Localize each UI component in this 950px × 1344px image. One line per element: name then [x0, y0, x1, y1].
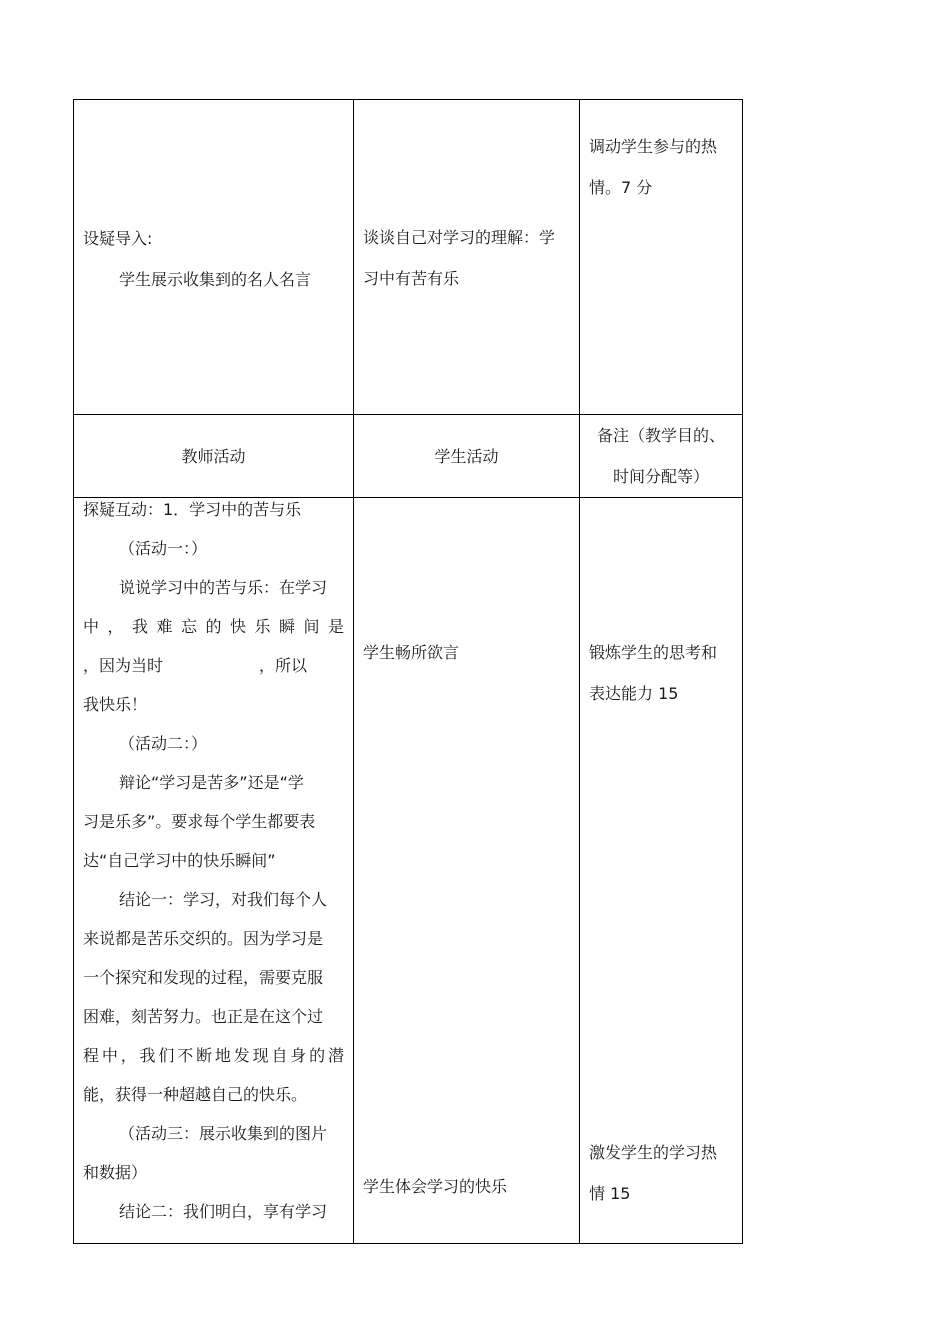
header-row [74, 415, 743, 498]
teacher-line: 一个探究和发现的过程，需要克服 [83, 968, 324, 987]
teacher-line: 辩论“学习是苦多”还是“学 [119, 773, 304, 792]
intro-student-text: 谈谈自己对学习的理解：学习中有苦有乐 [363, 228, 556, 288]
header-note-line2: 时间分配等） [612, 467, 709, 486]
teacher-line: 探疑互动：1．学习中的苦与乐 [83, 500, 302, 519]
teacher-line: （活动一：） [119, 539, 208, 558]
activity-note-cell [580, 498, 743, 1244]
activity-row [74, 498, 743, 1244]
intro-row [74, 100, 743, 415]
note-a-line2: 表达能力 15 [589, 684, 679, 703]
teacher-line: 和数据） [83, 1163, 148, 1182]
teacher-line: 我快乐！ [83, 695, 148, 714]
teacher-line: 程中，我们不断地发现自身的潜 [83, 1046, 344, 1065]
teacher-line: 达“自己学习中的快乐瞬间” [83, 851, 276, 870]
intro-teacher-title: 设疑导入: [83, 229, 153, 248]
note-b-line2: 情 15 [589, 1184, 631, 1203]
intro-teacher-cell [74, 100, 354, 415]
teacher-line: （活动三：展示收集到的图片 [119, 1124, 328, 1143]
header-student: 学生活动 [354, 415, 580, 498]
student-activity-a: 学生畅所欲言 [363, 643, 460, 662]
teacher-line: 中，我难忘的快乐瞬间是 [83, 617, 344, 636]
note-b [589, 1132, 733, 1214]
teacher-line: 习是乐多”。要求每个学生都要表 [83, 812, 316, 831]
activity-teacher-cell [74, 498, 354, 1244]
teacher-line: 来说都是苦乐交织的。因为学习是 [83, 929, 324, 948]
teacher-line: （活动二：） [119, 734, 208, 753]
teacher-line: 能，获得一种超越自己的快乐。 [83, 1085, 308, 1104]
lesson-plan-table [73, 99, 743, 1244]
activity-student-cell [354, 498, 580, 1244]
header-note [580, 415, 743, 498]
header-note-line1: 备注（教学目的、 [596, 426, 725, 445]
intro-student-cell [354, 100, 580, 415]
note-a [589, 632, 733, 714]
teacher-line: 困难，刻苦努力。也正是在这个过 [83, 1007, 324, 1026]
note-a-line1: 锻炼学生的思考和 [589, 643, 718, 662]
teacher-line: 结论一：学习，对我们每个人 [119, 890, 328, 909]
note-b-line1: 激发学生的学习热 [589, 1143, 718, 1162]
student-activity-b: 学生体会学习的快乐 [363, 1177, 508, 1196]
intro-note-cell [580, 100, 743, 415]
intro-teacher-text: 学生展示收集到的名人名言 [119, 270, 312, 289]
teacher-line: ，因为当时 ，所以 [83, 656, 308, 675]
intro-note-line2: 情。7 分 [589, 178, 653, 197]
teacher-line: 结论二：我们明白，享有学习 [119, 1202, 328, 1221]
header-teacher: 教师活动 [74, 415, 354, 498]
teacher-line: 说说学习中的苦与乐：在学习 [119, 578, 328, 597]
intro-note-line1: 调动学生参与的热 [589, 137, 718, 156]
